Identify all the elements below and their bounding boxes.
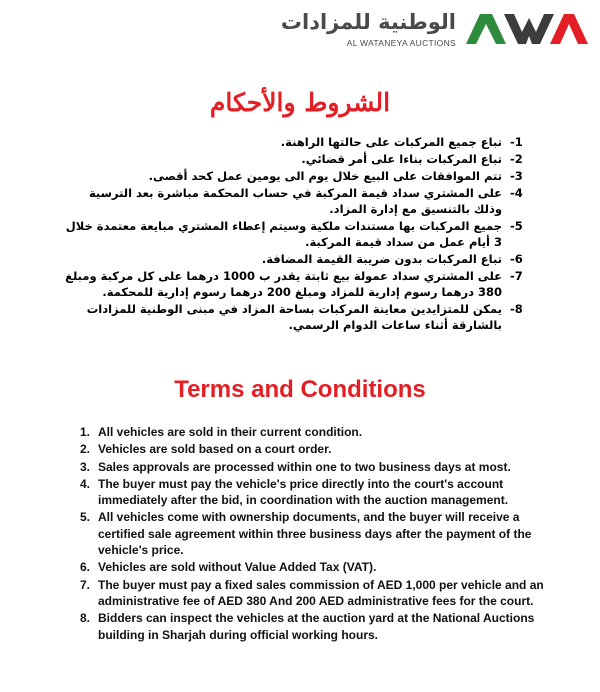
item-number: -1 xyxy=(510,135,523,149)
list-item xyxy=(60,151,530,167)
item-text: تباع جميع المركبات على حالتها الراهنة. xyxy=(280,135,502,149)
list-item xyxy=(60,218,530,250)
company-logo xyxy=(280,8,588,52)
item-number: -6 xyxy=(510,252,523,266)
item-number: -8 xyxy=(510,302,523,316)
arabic-title: الشروط والأحكام xyxy=(209,88,391,117)
english-title: Terms and Conditions xyxy=(174,376,426,403)
item-text: The buyer must pay a fixed sales commission of AED 1,000 per vehicle and an administrative fee of AED 380 And 200 AED administrative fees for the court. xyxy=(98,577,544,608)
arabic-terms-list xyxy=(60,134,530,334)
list-item xyxy=(60,301,530,333)
item-text: All vehicles are sold in their current condition. xyxy=(98,425,363,439)
list-item xyxy=(80,459,550,475)
item-number: -2 xyxy=(510,152,523,166)
item-number: 8. xyxy=(80,611,91,626)
item-text: جميع المركبات بها مستندات ملكية وسيتم إعطاء المشتري مبايعة معتمدة خلال 3 أيام عمل من سداد قيمة المركبة. xyxy=(65,219,502,249)
item-number: -3 xyxy=(510,169,523,183)
list-item xyxy=(60,268,530,300)
list-item xyxy=(60,185,530,217)
item-text: على المشتري سداد قيمة المركبة في حساب المحكمة مباشرة بعد الترسية وذلك بالتنسيق مع إدارة المزاد. xyxy=(88,186,502,216)
item-number: 3. xyxy=(80,459,91,474)
item-text: Vehicles are sold without Value Added Tax (VAT). xyxy=(98,560,377,575)
list-item xyxy=(80,559,550,575)
item-number: -7 xyxy=(510,269,523,283)
item-number: -4 xyxy=(510,186,523,200)
list-item xyxy=(80,476,550,509)
item-text: Vehicles are sold based on a court order. xyxy=(98,442,332,457)
item-text: Sales approvals are processed within one to two business days at most. xyxy=(98,459,511,474)
list-item xyxy=(80,424,550,440)
list-item xyxy=(60,134,530,150)
item-number: 1. xyxy=(80,425,91,439)
item-text: تباع المركبات بناءا على أمر قضائي. xyxy=(301,152,502,166)
list-item xyxy=(80,509,550,558)
item-text: All vehicles come with ownership documents, and the buyer will receive a certified sale agreement within three business days after the payment of the vehicle's price. xyxy=(98,510,532,558)
item-number: 5. xyxy=(80,510,91,525)
item-text: تباع المركبات بدون ضريبة القيمة المضافة. xyxy=(261,252,502,266)
item-number: 6. xyxy=(80,560,91,575)
logo-english-text: AL WATANEYA AUCTIONS xyxy=(346,38,456,48)
list-item xyxy=(80,577,550,610)
english-terms-list xyxy=(80,424,550,644)
item-number: 2. xyxy=(80,442,91,457)
list-item xyxy=(60,168,530,184)
item-number: 7. xyxy=(80,577,91,592)
item-number: 4. xyxy=(80,476,91,491)
item-text: على المشتري سداد عمولة بيع ثابتة يقدر ب 1000 درهما على كل مركبة ومبلغ 380 درهما رسوم إدارية للمزاد ومبلغ 200 درهما رسوم إدارية للمحكمة. xyxy=(65,269,502,299)
list-item xyxy=(80,610,550,643)
list-item xyxy=(60,251,530,267)
list-item xyxy=(80,441,550,457)
item-text: تتم الموافقات على البيع خلال يوم الى يومين عمل كحد أقصى. xyxy=(148,169,502,183)
awa-logo-mark xyxy=(466,14,588,44)
item-text: Bidders can inspect the vehicles at the auction yard at the National Auctions building in Sharjah during official working hours. xyxy=(98,611,535,642)
item-text: يمكن للمتزايدين معاينة المركبات بساحة المزاد في مبنى الوطنية للمزادات بالشارقة أثناء ساعات الدوام الرسمي. xyxy=(86,302,502,332)
item-number: -5 xyxy=(510,219,523,233)
item-text: The buyer must pay the vehicle's price directly into the court's account immediately after the bid, in coordination with the auction management. xyxy=(98,476,509,508)
logo-arabic-text: الوطنية للمزادات xyxy=(280,10,456,34)
